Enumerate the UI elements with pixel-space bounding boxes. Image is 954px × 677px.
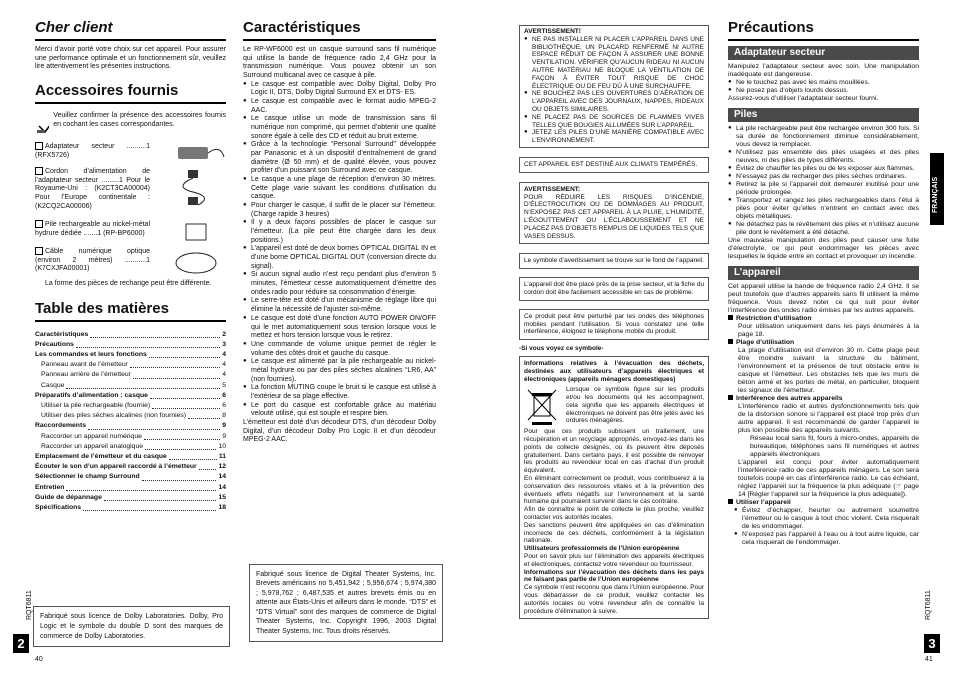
toc-row (35, 391, 226, 401)
climat-text: CET APPAREIL EST DESTINÉ AUX CLIMATS TEMPÉRÉS. (524, 160, 698, 168)
toc-row (35, 421, 226, 431)
page-number-right: 3 (924, 634, 940, 653)
toc-entry: Entretien (35, 483, 65, 491)
toc-entry: Sélectionner le champ Surround (35, 473, 140, 481)
symbole-text: Le symbole d’avertissement se trouve sur le fond de l’appareil. (524, 257, 704, 265)
adaptateur-after: Assurez-vous d’utiliser l’adaptateur secteur fourni. (728, 94, 879, 102)
adaptateur-bullets (728, 79, 919, 95)
warning-box-1 (519, 25, 709, 148)
adaptateur-text: Manipulez l’adaptateur secteur avec soin. Une manipulation inadéquate est dangereuse. (728, 62, 919, 78)
restriction-text: Pour utilisation uniquement dans les pays énumérés à la page 18. (738, 322, 919, 338)
prise-box (519, 277, 709, 301)
dechets-hors-title: Informations sur l’évacuation des déchets dans les pays ne faisant pas partie de l’Union européenne (524, 568, 704, 584)
toc-leader (199, 469, 217, 470)
adaptateur-header: Adaptateur secteur (728, 46, 919, 60)
table-of-contents (35, 330, 226, 513)
toc-row (35, 411, 226, 421)
appareil-text: Cet appareil utilise la bande de fréquence radio 2,4 GHz. Il se peut toutefois que d’autres appareils sans fil utilisent la même fréquence. Vous devez noter ce qui suit pour éviter l’interférence des ondes radio émises par les autres appareils. (728, 282, 919, 314)
toc-entry: Préparatifs d’alimentation : casque (35, 391, 148, 399)
bullet-item: ● JETEZ LES PILES D’UNE MANIÈRE COMPATIBLE AVEC L’ENVIRONNEMENT. (524, 129, 704, 145)
toc-entry: Utiliser la pile rechargeable (fournie) (41, 402, 151, 409)
dolby-license-text: Fabriqué sous licence de Dolby Laboratories. Dolby, Pro Logic et le symbole du double D sont des marques de commerce de Dolby Laboratories. (40, 613, 223, 640)
toc-entry: Utiliser des piles sèches alcalines (non fournies) (41, 412, 187, 420)
dechets-paragraph: Pour que ces produits subissent un traitement, une récupération et un recyclage appropriés, envoyez-les dans les points de collecte désignés, où ils peuvent être déposés gratuitement. Dans certains pays, il est possible de renvoyer les produits au revendeur local en cas d’achat d’un produit équivalent. (524, 428, 704, 475)
toc-entry: Les commandes et leurs fonctions (35, 351, 147, 359)
side-language-label: FRANÇAIS (932, 176, 939, 213)
dechets-paragraph: En éliminant correctement ce produit, vous contribuerez à la conservation des ressources vitales et à la prévention des éventuels effets négatifs sur l’environnement et la santé humaine qui pourraient survenir dans le cas contraire. (524, 475, 704, 506)
accessoires-intro: Veuillez confirmer la présence des accessoires fournis en cochant les cases correspondantes. (53, 112, 226, 128)
toc-page: 4 (222, 371, 226, 379)
toc-entry: Spécifications (35, 503, 82, 511)
plage-text: La plage d’utilisation est d’environ 30 m. Cette plage peut être moindre suivant la structure du bâtiment, l’environnement et la présence de tout obstacle entre le casque et l’émetteur. Les obstacles tels que les murs de béton armé et les portes de métal, en particulier, bloquent les signaux de l’émetteur. (738, 346, 919, 394)
toc-leader (104, 500, 217, 501)
caracteristiques-after: L’émetteur est doté d’un décodeur DTS, d’un décodeur Dolby Digital, d’un décodeur Dolby Pro Logic II et d’un décodeur MPEG-2 AAC. (243, 418, 436, 444)
accessory-label: Adaptateur secteur ..........1 (RFX5726) (35, 142, 150, 159)
bullet-item: ● Pour charger le casque, il suffit de le placer sur l’émetteur. (Charge rapide 3 heures) (243, 202, 436, 219)
toc-entry: Raccorder un appareil numérique (41, 432, 142, 440)
bullet-item: ● N’essayez pas de recharger des piles sèches ordinaires. (728, 173, 919, 181)
toc-page: 10 (218, 442, 226, 450)
piles-bullets (728, 125, 919, 237)
toc-row (35, 370, 226, 380)
dts-license-box (249, 564, 443, 642)
precautions-title: Précautions (728, 20, 919, 41)
piles-header: Piles (728, 108, 919, 122)
toc-row (35, 350, 226, 360)
toc-entry: Raccorder un appareil analogique (41, 442, 144, 450)
warning-title-1: AVERTISSEMENT! (524, 28, 581, 35)
symbole-box (519, 253, 709, 269)
toc-page: 12 (218, 463, 226, 471)
bullet-item: ● Retirez la pile si l’appareil doit demeurer inutilisé pour une période prolongée. (728, 181, 919, 197)
toc-leader (188, 418, 220, 419)
rqt-code-left: RQT6811 (26, 590, 33, 620)
toc-page: 2 (222, 330, 226, 338)
toc-page: 11 (218, 452, 226, 460)
toc-entry: Raccordements (35, 422, 86, 430)
dechets-paragraph: Afin de connaître le point de collecte le plus proche, veuillez contacter vos autorités locales. (524, 506, 704, 522)
power-cord-icon (168, 167, 226, 217)
toc-entry: Emplacement de l’émetteur et du casque (35, 452, 167, 460)
bullet-item: ● L’appareil est doté de deux bornes OPTICAL DIGITAL IN et d’une borne OPTICAL DIGITAL OUT (conversion directe du signal). (243, 245, 436, 271)
toc-row (35, 452, 226, 462)
dts-license-text: Fabriqué sous licence de Digital Theater Systems, Inc. Brevets américains no 5,451,942 ; 5,956,674 ; 5,974,380 ; 5,978,762 ; 6,487,535 et autres brevets émis ou en attente aux États-Unis et ailleurs dans le monde. “DTS” et “DTS Virtual” sont des marques de commerce de Digital Theater Systems, Inc. Copyright 1996, 2003 Digital Theater Systems, Inc. Tous droits réservés. (256, 571, 436, 635)
accessory-label: Cordon d’alimentation de l’adaptateur secteur .........1 Pour le Royaume-Uni : (K2CT3CA00004) Pour l’Europe continentale : (K2CQ2CA00006) (35, 167, 150, 210)
optical-cable-icon (168, 247, 226, 277)
caracteristiques-bullets (243, 81, 436, 419)
toc-leader (90, 337, 220, 338)
accessory-label: Pile rechargeable au nickel-métal hydrure dédiée .......1 (RP-BP6000) (35, 220, 150, 237)
toc-page: 4 (222, 351, 226, 359)
accessory-label: Câble numérique optique (environ 2 mètres) ...........1 (K7CXJFA00001) (35, 247, 150, 273)
checkbox[interactable] (35, 142, 43, 150)
bullet-item: ● Le casque est compatible avec le format audio MPEG-2 AAC. (243, 98, 436, 115)
toc-leader (152, 408, 220, 409)
toc-leader (66, 490, 216, 491)
dolby-license-box (33, 606, 230, 647)
utiliser-bullets (728, 507, 919, 547)
bullet-item: ● Grâce à la technologie “Personal Surround” développée par Panasonic et à un dispositif d’entraînement de grand diamètre (Ø 50 mm) et de qualité élevée, vous pouvez profiter d’un puissant son Surround avec ce casque. (243, 141, 436, 176)
toc-entry: Précautions (35, 340, 74, 348)
accessory-item (35, 220, 226, 244)
toc-entry: Caractéristiques (35, 330, 89, 338)
dechets-title: Informations relatives à l’évacuation des déchets, destinées aux utilisateurs d’appareils électriques et électroniques (appareils ménagers domestiques) (524, 359, 704, 383)
toc-leader (88, 429, 220, 430)
ac-adaptor-icon (168, 142, 226, 164)
dechets-paragraphs (524, 428, 704, 545)
bullet-item: ● Le casque est doté d’une fonction AUTO POWER ON/OFF qui le met automatiquement sous tension lorsque vous le mettez et hors tension lorsque vous le retirez. (243, 315, 436, 341)
checkbox[interactable] (35, 247, 43, 255)
interference-text: L’interférence radio et autres dysfonctionnements tels que de la distorsion sonore si l’appareil est placé trop près d’un autre appareil. Il est recommandé de garder l’appareil le plus loin possible des appareils suivants. (738, 402, 919, 435)
interference-title: Interférence des autres appareils (728, 395, 919, 403)
toc-leader (169, 459, 217, 460)
bullet-item: ● La fonction MUTING coupe le bruit si le casque est utilisé à l’extérieur de sa plage effective. (243, 384, 436, 401)
prise-text: L’appareil doit être placé près de la prise secteur, et la fiche du cordon doit être facilement accessible en cas de problème. (524, 281, 704, 296)
warning-bullets (524, 36, 704, 145)
restriction-title: Restriction d’utilisation (728, 315, 919, 323)
accessory-item (35, 247, 226, 277)
bullet-item: ● Le port du casque est confortable grâce au matériau velouté utilisé, qui est souple et respire bien. (243, 402, 436, 419)
toc-page: 3 (222, 340, 226, 348)
toc-page: 15 (218, 493, 226, 501)
bullet-item: ● Le serre-tête est doté d’un mécanisme de réglage libre qui élimine la nécessité de l’ajuster soi-même. (243, 297, 436, 314)
bullet-item: ● Évitez d’échapper, heurter ou autrement soumettre l’émetteur ou le casque à tout choc violent. Cela risquerait de les endommager. (734, 507, 919, 531)
toc-row (35, 462, 226, 472)
toc-leader (150, 398, 220, 399)
accessory-item (35, 167, 226, 217)
warning-title-2: AVERTISSEMENT: (524, 185, 581, 193)
toc-page: 9 (222, 422, 226, 430)
caracteristiques-intro: Le RP-WF6000 est un casque surround sans fil numérique qui utilise la bande de fréquence radio 2,4 GHz pour la transmission numérique. Vous pouvez obtenir un son Surround multicanal avec ce casque à pile. (243, 46, 436, 80)
toc-leader (142, 480, 217, 481)
interference-after: L’appareil est conçu pour éviter automatiquement l’interférence radio de ces appareils ménagers. Le son sera toutefois coupé en cas d’interférence radio. Le cas échéant, réglez l’appareil sur la fréquence la plus adéquate (☞ page 14 [Régler l’appareil sur la fréquence la plus adéquate]). (738, 459, 919, 499)
toc-entry: Panneau arrière de l’émetteur (41, 371, 131, 379)
utiliser-title: Utiliser l’appareil (728, 499, 919, 507)
dechets-pro-title: Utilisateurs professionnels de l’Union européenne (524, 545, 680, 553)
bullet-item: ● Une commande de volume unique permet de régler le volume des côtés droit et gauche du casque. (243, 341, 436, 358)
toc-page: 14 (218, 473, 226, 481)
pencil-check-icon (35, 112, 49, 136)
battery-icon (168, 220, 226, 244)
toc-row (35, 432, 226, 442)
toc-entry: Casque (41, 381, 65, 389)
accessoires-intro-row (35, 112, 226, 136)
toc-leader (130, 367, 220, 368)
toc-page: 4 (222, 361, 226, 369)
bullet-item: ● Ne le touchez pas avec les mains mouillées. (728, 79, 919, 87)
checkbox[interactable] (35, 220, 43, 228)
perturbe-text: Ce produit peut être perturbé par les ondes des téléphones mobiles pendant l’utilisation. Si vous constatez une telle interférence, éloignez le téléphone mobile du produit. (524, 312, 704, 336)
toc-leader (83, 510, 216, 511)
bullet-item: ● NE PLACEZ PAS DE SOURCES DE FLAMMES VIVES TELLES QUE BOUGIES ALLUMÉES SUR L’APPAREIL. (524, 114, 704, 130)
table-title: Table des matières (35, 301, 226, 322)
toc-entry: Écouter le son d’un appareil raccordé à l’émetteur (35, 463, 197, 471)
page-index-left: 40 (35, 656, 43, 663)
bullet-item: ● Ne posez pas d’objets lourds dessus. (728, 87, 919, 95)
bullet-item: ● Ne détachez pas le revêtement des piles et n’utilisez aucune pile dont le revêtement a été détaché. (728, 221, 919, 237)
column-cher-client (35, 20, 226, 513)
toc-page: 9 (222, 432, 226, 440)
accessoires-title: Accessoires fournis (35, 83, 226, 104)
toc-row (35, 472, 226, 482)
accessoires-list (35, 142, 226, 289)
side-language-tab (930, 153, 944, 225)
piles-after: Une mauvaise manipulation des piles peut causer une fuite d’électrolyte, ce qui peut endommager les pièces avec lesquelles le liquide entre en contact et provoquer un incendie. (728, 236, 919, 260)
warning-box-2 (519, 182, 709, 245)
bullet-item: ● NE BOUCHEZ PAS LES OUVERTURES D’AÉRATION DE L’APPAREIL AVEC DES JOURNAUX, NAPPES, RIDEAUX OU OBJETS SIMILAIRES. (524, 90, 704, 113)
toc-row (35, 483, 226, 493)
toc-page: 8 (222, 412, 226, 420)
column-precautions (728, 20, 919, 547)
bullet-item: ● Transportez et rangez les piles rechargeables dans l’étui à piles pour éviter qu’elles n’entrent en contact avec des objets métalliques. (728, 197, 919, 221)
toc-entry: Panneau avant de l’émetteur (41, 361, 128, 369)
bullet-item: ● Si aucun signal audio n’est reçu pendant plus d’environ 5 minutes, l’émetteur cesse automatiquement d’émettre des ondes radio pour réduire sa consommation d’énergie. (243, 271, 436, 297)
bullet-item: ● Le casque est compatible avec Dolby Digital, Dolby Pro Logic II, DTS, Dolby Digital Surround EX et DTS- ES. (243, 81, 436, 98)
dechets-icon-row (524, 386, 704, 428)
toc-leader (149, 357, 220, 358)
bullet-item: ● N’utilisez pas ensemble des piles usagées et des piles neuves, ni des piles de types différents. (728, 149, 919, 165)
warning-text-2: POUR RÉDUIRE LES RISQUES D’INCENDIE, D’ÉLECTROCUTION OU DE DOMMAGES AU PRODUIT, N’EXPOSEZ PAS CET APPAREIL À LA PLUIE, L’HUMIDITÉ, L’ÉGOUTTEMENT OU L’ÉCLABOUSSEMENT ET NE PLACEZ PAS D’OBJETS REMPLIS DE LIQUIDES TELS QUE VASES DESSUS. (524, 193, 705, 240)
bullet-item: ● Le casque utilise un mode de transmission sans fil numérique non comprimé, qui permet d’obtenir une qualité sonore égale à celle des CD et réduit au bruit externe. (243, 115, 436, 141)
toc-page: 18 (218, 503, 226, 511)
bullet-item: ● Évitez de chauffer les piles ou de les exposer aux flammes. (728, 165, 919, 173)
toc-leader (144, 439, 220, 440)
column-avertissement (519, 25, 709, 619)
toc-row (35, 340, 226, 350)
toc-entry: Guide de dépannage (35, 493, 102, 501)
toc-row (35, 493, 226, 503)
accessory-item (35, 142, 226, 164)
toc-leader (145, 449, 216, 450)
caracteristiques-title: Caractéristiques (243, 20, 436, 41)
interference-list: Réseau local sans fil, fours à micro-ondes, appareils de bureautique, téléphones sans fil numériques et autres appareils électroniques (750, 435, 919, 459)
dechets-box (519, 356, 709, 620)
plage-title: Plage d’utilisation (728, 339, 919, 347)
toc-leader (76, 347, 220, 348)
page-number-left: 2 (13, 634, 29, 653)
toc-leader (66, 388, 220, 389)
cher-client-text: Merci d’avoir porté votre choix sur cet appareil. Pour assurer une performance optimale et un fonctionnement sûr, veuillez lire attentivement les présentes instructions. (35, 46, 226, 71)
bullet-item: ● La pile rechargeable peut être rechargée environ 300 fois. Si sa durée de fonctionnement diminue considérablement, vous devez la remplacer. (728, 125, 919, 149)
dechets-icon-text: Lorsque ce symbole figure sur les produits et/ou les documents qui les accompagnent, cela signifie que les appareils électriques et électroniques ne doivent pas être jetés avec les ordures ménagères. (566, 386, 704, 425)
toc-page: 6 (222, 402, 226, 409)
column-caracteristiques (243, 20, 436, 445)
toc-page: 5 (222, 381, 226, 389)
toc-row (35, 330, 226, 340)
toc-row (35, 381, 226, 391)
dechets-paragraph: Des sanctions peuvent être appliquées en cas d’élimination incorrecte de ces déchets, conformément à la législation nationale. (524, 521, 704, 545)
checkbox[interactable] (35, 167, 43, 175)
rqt-code-right: RQT6811 (925, 590, 932, 620)
perturbe-box (519, 309, 709, 340)
toc-row (35, 401, 226, 411)
appareil-header: L’appareil (728, 266, 919, 280)
toc-page: 6 (222, 391, 226, 399)
si-vous-voyez: -Si vous voyez ce symbole- (519, 345, 604, 353)
toc-leader (133, 378, 220, 379)
toc-row (35, 360, 226, 370)
toc-row (35, 442, 226, 452)
bullet-item: ● NE PAS INSTALLER NI PLACER L’APPAREIL DANS UNE BIBLIOTHÈQUE, UN PLACARD RENFERMÉ NI AUTRE ESPACE RÉDUIT DE FAÇON À ASSURER UNE BONNE VENTILATION. VÉRIFIER QU’AUCUN RIDEAU NI AUCUN AUTRE MATÉRIAU NE BLOQUE LA VENTILATION DE FAÇON À ÉVITER TOUT RISQUE DE CHOC ÉLECTRIQUE OU DE FEU DÛ À UNE SURCHAUFFE. (524, 36, 704, 91)
crossed-bin-icon (524, 386, 562, 428)
bullet-item: ● N’exposez pas l’appareil à l’eau ou à tout autre liquide, car cela risquerait de l’endommager. (734, 531, 919, 547)
page-index-right: 41 (925, 656, 933, 663)
dechets-pro-text: Pour en savoir plus sur l’élimination des appareils électriques et électroniques, contactez votre revendeur ou fournisseur. (524, 553, 704, 568)
accessoires-note: La forme des pièces de rechange peut être différente. (45, 280, 212, 288)
bullet-item: ● Le casque a une plage de réception d’environ 30 mètres. Cette plage varie suivant les conditions d’utilisation du casque. (243, 176, 436, 202)
bullet-item: ● Il y a deux façons possibles de placer le casque sur l’émetteur. (La pile peut être chargée dans les deux positions.) (243, 219, 436, 245)
dechets-hors-text: Ce symbole n’est reconnu que dans l’Union européenne. Pour vous débarrasser de ce produit, veuillez contacter les autorités locales ou votre revendeur afin de connaître la procédure d’élimination à suivre. (524, 584, 704, 615)
toc-row (35, 503, 226, 513)
bullet-item: ● Le casque est alimenté par la pile rechargeable au nickel-métal hydrure ou par des piles sèches alcalines “LR6, AA” (non fournies). (243, 358, 436, 384)
cher-client-title: Cher client (35, 20, 226, 41)
climat-box (519, 157, 709, 173)
toc-page: 14 (218, 483, 226, 491)
